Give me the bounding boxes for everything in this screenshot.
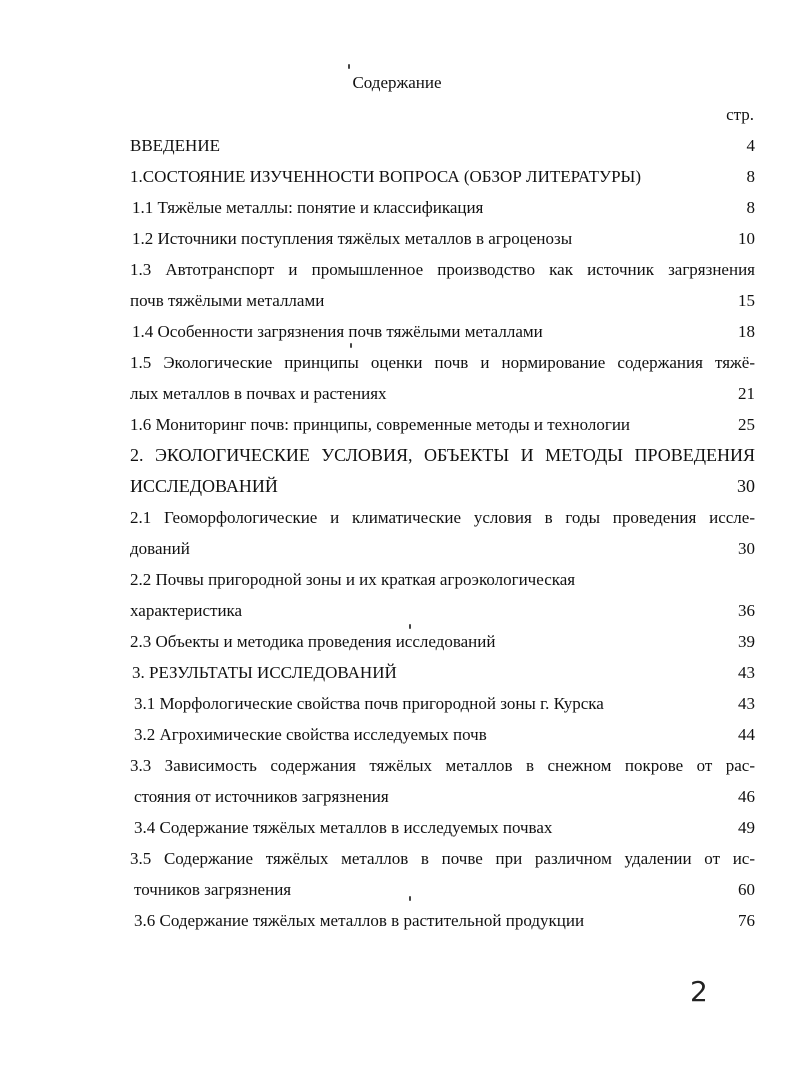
toc-entry-text: 3.1 Морфологические свойства почв пригородной зоны г. Курска [134,694,604,713]
handwritten-page-number: 2 [690,975,708,1008]
toc-entry-text: лых металлов в почвах и растениях [130,384,387,403]
toc-entry-text: ИССЛЕДОВАНИЙ [130,476,278,496]
toc-entry [130,347,755,378]
toc-entry-text: 1.СОСТОЯНИЕ ИЗУЧЕННОСТИ ВОПРОСА (ОБЗОР ЛИТЕРАТУРЫ) [130,167,642,186]
toc-entry-text: 1.5 Экологические принципы оценки почв и нормирование содержания тяжё- [130,353,755,372]
table-of-contents [130,130,755,936]
toc-entry-page: 30 [737,476,755,496]
toc-entry [130,812,755,843]
toc-entry-text: 2.3 Объекты и методика проведения исследований [130,632,496,651]
toc-entry-page: 43 [738,663,755,682]
toc-entry-page: 8 [746,167,755,186]
toc-entry-page: 10 [738,229,755,248]
toc-entry-page: 18 [738,322,755,341]
toc-entry-text: 2.2 Почвы пригородной зоны и их краткая агроэкологическая [130,570,576,589]
toc-entry-text: 1.6 Мониторинг почв: принципы, современные методы и технологии [130,415,631,434]
toc-entry [130,595,755,626]
toc-entry-text: дований [130,539,190,558]
toc-entry [130,626,755,657]
toc-entry [130,440,755,471]
toc-entry [130,316,755,347]
toc-entry-text: точников загрязнения [134,880,292,899]
toc-entry-page: 36 [738,601,755,620]
toc-entry-text: 3.5 Содержание тяжёлых металлов в почве при различном удалении от ис- [130,849,755,868]
toc-entry-page: 30 [738,539,755,558]
toc-entry [130,533,755,564]
toc-entry [130,781,755,812]
toc-entry-text: 3. РЕЗУЛЬТАТЫ ИССЛЕДОВАНИЙ [132,663,397,682]
toc-entry-page: 44 [738,725,755,744]
toc-entry [130,378,755,409]
toc-entry [130,750,755,781]
toc-entry-text: стояния от источников загрязнения [134,787,389,806]
toc-entry-page: 15 [738,291,755,310]
toc-entry [130,161,755,192]
toc-entry [130,409,755,440]
toc-entry-page: 60 [738,880,755,899]
toc-entry [130,905,755,936]
toc-entry-page: 25 [738,415,755,434]
toc-entry-text: 1.3 Автотранспорт и промышленное производство как источник загрязнения [130,260,755,279]
toc-entry [130,254,755,285]
toc-entry [130,192,755,223]
toc-entry [130,223,755,254]
toc-entry-page: 21 [738,384,755,403]
toc-entry-text: 1.1 Тяжёлые металлы: понятие и классификация [132,198,484,217]
toc-entry-text: характеристика [130,601,243,620]
toc-entry-page: 39 [738,632,755,651]
toc-entry-text: 2. ЭКОЛОГИЧЕСКИЕ УСЛОВИЯ, ОБЪЕКТЫ И МЕТОДЫ ПРОВЕДЕНИЯ [130,445,755,465]
toc-entry-text: 1.4 Особенности загрязнения почв тяжёлыми металлами [132,322,543,341]
toc-entry-page: 49 [738,818,755,837]
scan-speck [348,64,350,69]
toc-entry-text: 3.4 Содержание тяжёлых металлов в исследуемых почвах [134,818,553,837]
toc-entry-text: 3.3 Зависимость содержания тяжёлых металлов в снежном покрове от рас- [130,756,755,775]
toc-entry [130,130,755,161]
toc-entry-page: 4 [746,136,755,155]
toc-entry-text: 3.2 Агрохимические свойства исследуемых почв [134,725,487,744]
toc-entry-page: 76 [738,911,755,930]
toc-entry [130,285,755,316]
toc-entry-page: 46 [738,787,755,806]
toc-entry-text: ВВЕДЕНИЕ [130,136,220,155]
toc-entry [130,657,755,688]
toc-entry [130,471,755,502]
toc-entry [130,502,755,533]
page-column-label: стр. [726,105,754,124]
toc-entry [130,564,755,595]
page-title: Содержание [352,73,442,92]
toc-entry [130,719,755,750]
toc-entry [130,843,755,874]
toc-entry-text: 1.2 Источники поступления тяжёлых металлов в агроценозы [132,229,573,248]
toc-entry-text: 3.6 Содержание тяжёлых металлов в растительной продукции [134,911,585,930]
toc-entry-text: 2.1 Геоморфологические и климатические условия в годы проведения иссле- [130,508,755,527]
toc-entry-text: почв тяжёлыми металлами [130,291,325,310]
toc-entry-page: 8 [746,198,755,217]
toc-entry [130,874,755,905]
toc-entry-page: 43 [738,694,755,713]
toc-entry [130,688,755,719]
